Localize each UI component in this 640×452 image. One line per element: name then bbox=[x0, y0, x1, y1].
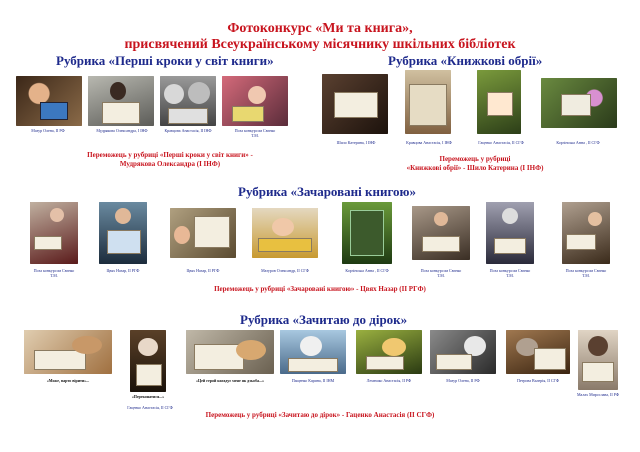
photo-enchanted-1 bbox=[30, 202, 78, 264]
caption-holes-6: Мазур Олена, ІІ РФ bbox=[446, 378, 480, 383]
page-title-line1: Фотоконкурс «Ми та книга», bbox=[227, 21, 413, 36]
winner-horizons-1: Переможець у рубриці bbox=[439, 155, 511, 163]
photo-enchanted-7 bbox=[486, 202, 534, 264]
caption-holes-2: «Переконатися...» bbox=[131, 394, 165, 399]
heading-enchanted: Рубрика «Зачаровані книгою» bbox=[238, 184, 416, 199]
winner-read-to-holes: Переможець у рубриці «Зачитаю до дірок» - Гаценко Анастасія (ІІ СГФ) bbox=[205, 411, 435, 419]
photo-cat-on-book-7 bbox=[506, 330, 570, 374]
winner-enchanted: Переможець у рубриці «Зачаровані книгою» - Цвях Назар (ІІ РГФ) bbox=[214, 285, 426, 293]
photo-cat-on-book-5 bbox=[356, 330, 422, 374]
caption-enchanted-7: Поза конкурсом Свєнко Т.М. bbox=[489, 268, 531, 278]
caption-holes-1: «Може, варто вірити»... bbox=[46, 378, 90, 383]
photo-cat-on-book-1 bbox=[24, 330, 112, 374]
photo-cat-on-book-2 bbox=[130, 330, 166, 392]
photo-cat-on-book-4 bbox=[280, 330, 346, 374]
heading-read-to-holes: Рубрика «Зачитаю до дірок» bbox=[240, 312, 408, 327]
photo-child-reading bbox=[16, 76, 82, 126]
photo-cat-on-book-6 bbox=[430, 330, 496, 374]
caption-enchanted-2: Цвях Назар, ІІ РГФ bbox=[106, 268, 140, 273]
winner-horizons-2: «Книжкові обрії» - Шило Катерина (І ІНФ) bbox=[406, 164, 544, 172]
caption-holes-7: Петрова Валерія, ІІ СГФ bbox=[516, 378, 560, 383]
photo-book-with-flowers bbox=[405, 70, 451, 134]
caption-first-1: Мазур Олена, ІІ РФ bbox=[31, 128, 65, 133]
caption-enchanted-8: Поза конкурсом Свєнко Т.М. bbox=[565, 268, 607, 278]
caption-enchanted-1: Поза конкурсом Свєнко Т.М. bbox=[33, 268, 75, 278]
photo-enchanted-2 bbox=[99, 202, 147, 264]
caption-horizons-1: Шило Катерина, І ІНФ bbox=[336, 140, 376, 145]
heading-first-steps: Рубрика «Перші кроки у світ книги» bbox=[56, 53, 274, 68]
photo-book-in-garden bbox=[541, 78, 617, 128]
photo-teddy-bears bbox=[160, 76, 216, 126]
caption-enchanted-5: Корзінська Анна , ІІ СГФ bbox=[345, 268, 389, 273]
heading-horizons: Рубрика «Книжкові обрії» bbox=[388, 53, 543, 68]
photo-book-on-knees bbox=[322, 74, 388, 134]
caption-first-2: Мудрякова Олександра, І ІНФ bbox=[96, 128, 148, 133]
photo-enchanted-3 bbox=[170, 208, 236, 258]
caption-first-4: Поза конкурсом Свєнко Т.М. bbox=[234, 128, 276, 138]
caption-holes-8: Малах Мирослава, ІІ РФ bbox=[576, 392, 620, 397]
photo-book-in-grass bbox=[477, 70, 521, 134]
winner-first-steps-1: Переможець у рубриці «Перші кроки у світ книги» - bbox=[87, 151, 253, 159]
photo-enchanted-6 bbox=[412, 206, 470, 260]
caption-holes-4: Пащенко Карина, ІІ ІНМ bbox=[291, 378, 335, 383]
photo-cat-on-book-8 bbox=[578, 330, 618, 390]
caption-horizons-2: Кравцова Анастасія, І ІНФ bbox=[406, 140, 452, 145]
caption-holes-2b: Гаценко Анастасія, ІІ СГФ bbox=[127, 405, 173, 410]
winner-first-steps-2: Мудрякова Олександра (І ІНФ) bbox=[119, 160, 221, 168]
caption-enchanted-6: Поза конкурсом Свєнко Т.М. bbox=[420, 268, 462, 278]
caption-horizons-4: Корзінська Анна , ІІ СГФ bbox=[556, 140, 600, 145]
photo-enchanted-4 bbox=[252, 208, 318, 258]
photo-enchanted-8 bbox=[562, 202, 610, 264]
photo-girl-reading bbox=[88, 76, 154, 126]
photo-enchanted-5 bbox=[342, 202, 392, 264]
page-title-line2: присвячений Всеукраїнському місячнику шкільних бібліотек bbox=[124, 37, 516, 52]
photo-cat-on-book-3 bbox=[186, 330, 274, 374]
caption-first-3: Кравцова Анастасія, ІІ ІНФ bbox=[164, 128, 212, 133]
caption-enchanted-4: Мазуров Олександр, ІІ СГФ bbox=[261, 268, 309, 273]
caption-holes-3: «Цей герой нагадує мене як дзьоба...» bbox=[196, 378, 264, 383]
photo-baby-with-book bbox=[222, 76, 288, 126]
caption-holes-5: Лемешко Анастасія, ІІ РФ bbox=[366, 378, 412, 383]
caption-enchanted-3: Цвях Назар, ІІ РГФ bbox=[186, 268, 220, 273]
caption-horizons-3: Гаценко Анастасія, ІІ СГФ bbox=[478, 140, 524, 145]
